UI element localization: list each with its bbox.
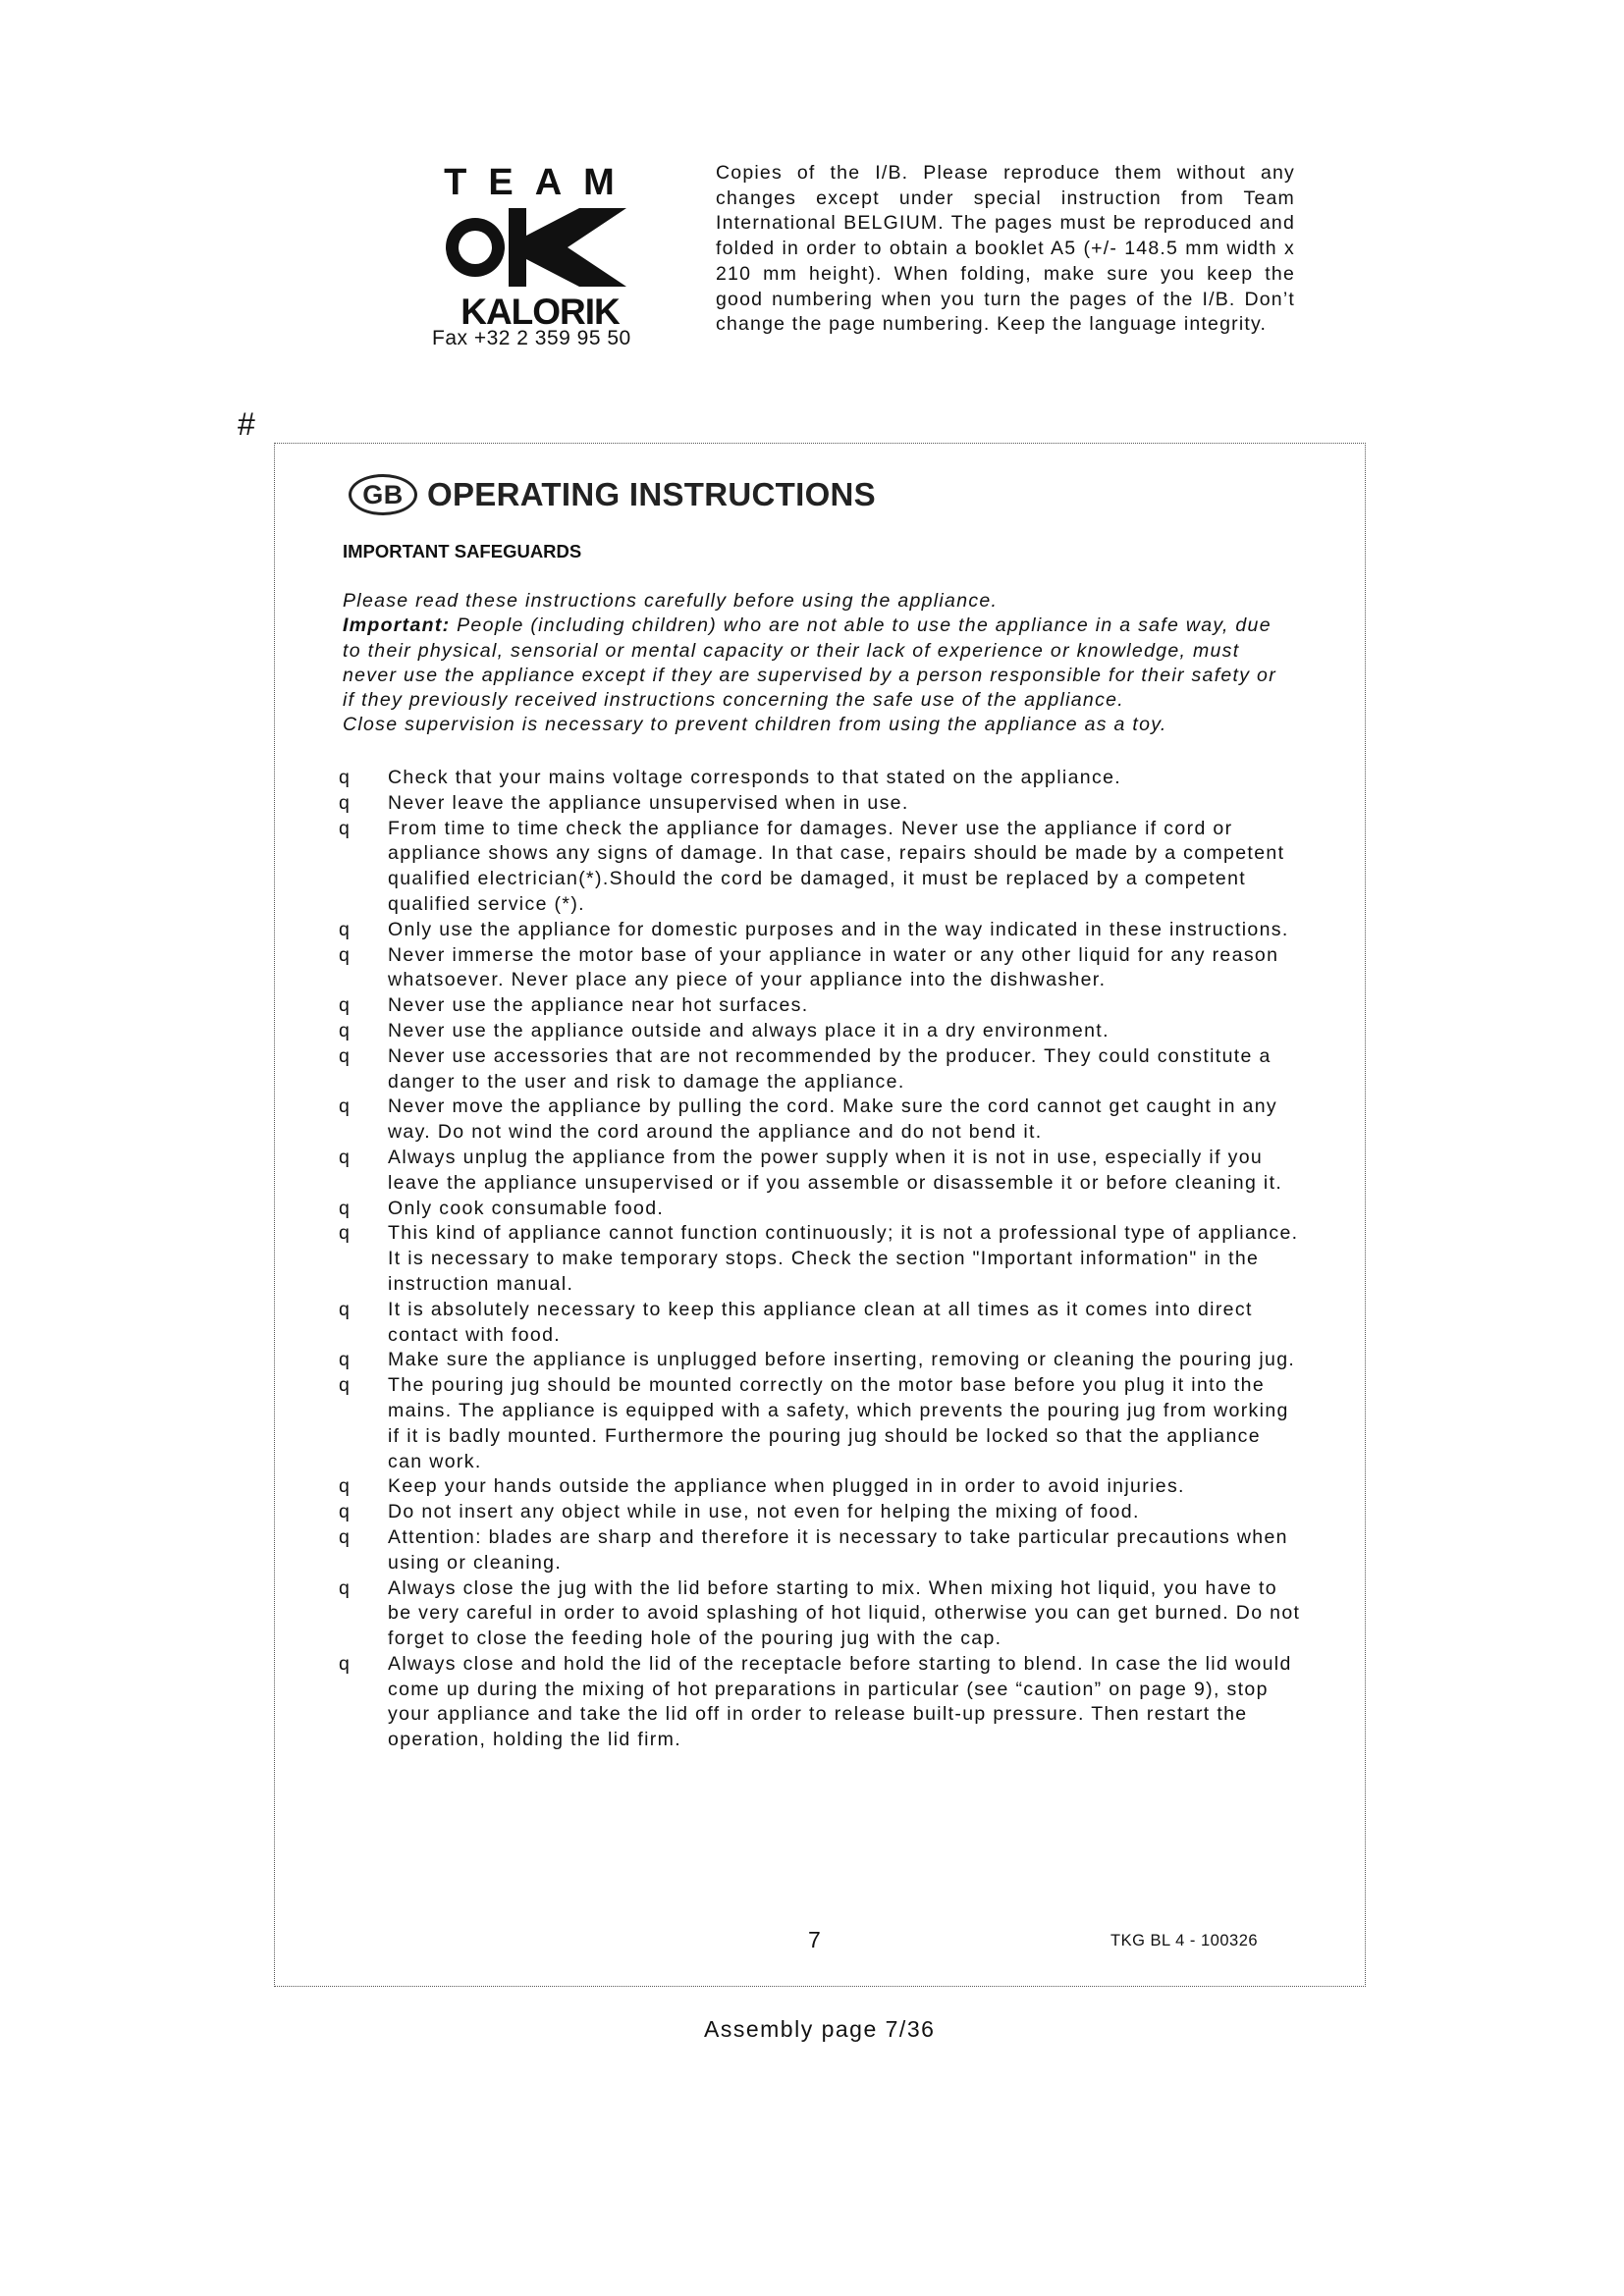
document-code: TKG BL 4 - 100326 bbox=[1110, 1932, 1259, 1949]
bullet-icon: q bbox=[339, 791, 352, 814]
bullet-icon: q bbox=[339, 1019, 352, 1041]
list-item bbox=[339, 918, 1301, 943]
list-item-text: Never use the appliance outside and always place it in a dry environment. bbox=[388, 1019, 1110, 1041]
list-item bbox=[339, 1348, 1301, 1373]
assembly-page-label: Assembly page 7/36 bbox=[704, 2016, 936, 2042]
list-item bbox=[339, 1576, 1301, 1652]
section-title: IMPORTANT SAFEGUARDS bbox=[343, 541, 582, 561]
list-item bbox=[339, 1019, 1301, 1044]
list-item-text: Never use the appliance near hot surfaces. bbox=[388, 994, 809, 1017]
list-item-text: This kind of appliance cannot function continuously; it is not a professional type of appliance. It is necessary to make temporary stops. Check the section "Important information" in the instruction manual. bbox=[388, 1222, 1299, 1295]
logo-brand-text: KALORIK bbox=[460, 292, 620, 332]
list-item-text: Always close the jug with the lid before starting to mix. When mixing hot liquid, you have to be very careful in order to avoid splashing of hot liquid, otherwise you can get burned. Do not forget to close the feeding hole of the pouring jug with the cap. bbox=[388, 1576, 1301, 1650]
list-item bbox=[339, 1474, 1301, 1500]
bullet-icon: q bbox=[339, 1197, 352, 1219]
list-item bbox=[339, 1373, 1301, 1474]
bullet-icon: q bbox=[339, 1652, 352, 1675]
bullet-icon: q bbox=[339, 817, 352, 839]
list-item-text: Never use accessories that are not recommended by the producer. They could constitute a danger to the user and risk to damage the appliance. bbox=[388, 1044, 1272, 1093]
reproduction-note: Copies of the I/B. Please reproduce them without any changes except under special instruction from Team International BELGIUM. The pages must be reproduced and folded in order to obtain a booklet A5 (+/- 148.5 mm width x 210 mm height). When folding, make sure you keep the good numbering when you turn the pages of the I/B. Don’t change the page numbering. Keep the language integrity. bbox=[716, 162, 1295, 336]
safeguards-list bbox=[339, 766, 1301, 1753]
list-item-text: The pouring jug should be mounted correctly on the motor base before you plug it into the mains. The appliance is equipped with a safety, which prevents the pouring jug from working if it is badly mounted. Furthermore the pouring jug should be locked so that the appliance can work. bbox=[388, 1374, 1289, 1472]
manual-title: OPERATING INSTRUCTIONS bbox=[427, 476, 876, 512]
important-text: People (including children) who are not able to use the appliance in a safe way, due to their physical, sensorial or mental capacity or their lack of experience or knowledge, must never use the appliance except if they are supervised by a person responsible for their safety or if they previously received instructions concerning the safe use of the appliance. bbox=[343, 614, 1276, 712]
important-paragraph bbox=[343, 614, 1295, 713]
list-item bbox=[339, 943, 1301, 994]
gb-language-badge: GB bbox=[349, 474, 417, 515]
bullet-icon: q bbox=[339, 767, 352, 788]
kalorik-logo-mark bbox=[432, 157, 648, 332]
bullet-icon: q bbox=[339, 1095, 352, 1118]
list-item-text: Check that your mains voltage corresponds to that stated on the appliance. bbox=[388, 767, 1122, 788]
list-item bbox=[339, 1044, 1301, 1095]
list-item bbox=[339, 1197, 1301, 1222]
list-item bbox=[339, 1146, 1301, 1197]
list-item bbox=[339, 766, 1301, 791]
list-item bbox=[339, 993, 1301, 1019]
bullet-icon: q bbox=[339, 1576, 352, 1599]
bullet-icon: q bbox=[339, 943, 352, 966]
team-kalorik-logo bbox=[432, 157, 648, 332]
list-item-text: It is absolutely necessary to keep this appliance clean at all times as it comes into direct contact with food. bbox=[388, 1298, 1253, 1346]
intro-text bbox=[343, 589, 1295, 738]
list-item bbox=[339, 1652, 1301, 1753]
list-item-text: Only cook consumable food. bbox=[388, 1197, 665, 1219]
list-item bbox=[339, 817, 1301, 918]
list-item-text: Make sure the appliance is unplugged before inserting, removing or cleaning the pouring jug. bbox=[388, 1349, 1296, 1371]
list-item-text: Never leave the appliance unsupervised when in use. bbox=[388, 791, 909, 814]
list-item bbox=[339, 1525, 1301, 1576]
bullet-icon: q bbox=[339, 1044, 352, 1067]
list-item bbox=[339, 1221, 1301, 1297]
list-item-text: Only use the appliance for domestic purposes and in the way indicated in these instructions. bbox=[388, 918, 1289, 940]
list-item-text: Always unplug the appliance from the power supply when it is not in use, especially if you leave the appliance unsupervised or if you assemble or disassemble it or before cleaning it. bbox=[388, 1146, 1283, 1194]
hash-mark: # bbox=[238, 406, 255, 442]
bullet-icon: q bbox=[339, 1349, 352, 1371]
list-item-text: Do not insert any object while in use, not even for helping the mixing of food. bbox=[388, 1501, 1140, 1523]
list-item bbox=[339, 1500, 1301, 1525]
list-item-text: Never move the appliance by pulling the cord. Make sure the cord cannot get caught in any way. Do not wind the cord around the appliance and do not bend it. bbox=[388, 1095, 1278, 1144]
list-item-text: Attention: blades are sharp and therefore it is necessary to take particular precautions when using or cleaning. bbox=[388, 1525, 1288, 1574]
bullet-icon: q bbox=[339, 1146, 352, 1168]
fax-number: Fax +32 2 359 95 50 bbox=[432, 327, 631, 349]
list-item-text: Keep your hands outside the appliance when plugged in in order to avoid injuries. bbox=[388, 1475, 1185, 1498]
list-item bbox=[339, 1095, 1301, 1146]
bullet-icon: q bbox=[339, 1298, 352, 1320]
page-number: 7 bbox=[808, 1927, 821, 1952]
bullet-icon: q bbox=[339, 1374, 352, 1397]
logo-team-text: TEAM bbox=[444, 162, 636, 203]
bullet-icon: q bbox=[339, 1525, 352, 1548]
bullet-icon: q bbox=[339, 1501, 352, 1523]
list-item bbox=[339, 791, 1301, 817]
important-label: Important: bbox=[343, 614, 451, 637]
list-item-text: Never immerse the motor base of your appliance in water or any other liquid for any reason whatsoever. Never place any piece of your appliance into the dishwasher. bbox=[388, 943, 1279, 991]
list-item-text: Always close and hold the lid of the receptacle before starting to blend. In case the lid would come up during the mixing of hot preparations in particular (see “caution” on page 9), stop your appliance and take the lid off in order to release built-up pressure. Then restart the operation, holding the lid firm. bbox=[388, 1652, 1292, 1751]
bullet-icon: q bbox=[339, 994, 352, 1017]
bullet-icon: q bbox=[339, 1222, 352, 1245]
intro-line: Please read these instructions carefully before using the appliance. bbox=[343, 590, 999, 612]
manual-heading bbox=[349, 469, 876, 520]
list-item bbox=[339, 1298, 1301, 1349]
supervision-line: Close supervision is necessary to prevent children from using the appliance as a toy. bbox=[343, 714, 1167, 736]
list-item-text: From time to time check the appliance for damages. Never use the appliance if cord or appliance shows any signs of damage. In that case, repairs should be made by a competent qualified electrician(*).Should the cord be damaged, it must be replaced by a competent qualified service (*). bbox=[388, 817, 1285, 915]
bullet-icon: q bbox=[339, 918, 352, 940]
bullet-icon: q bbox=[339, 1475, 352, 1498]
